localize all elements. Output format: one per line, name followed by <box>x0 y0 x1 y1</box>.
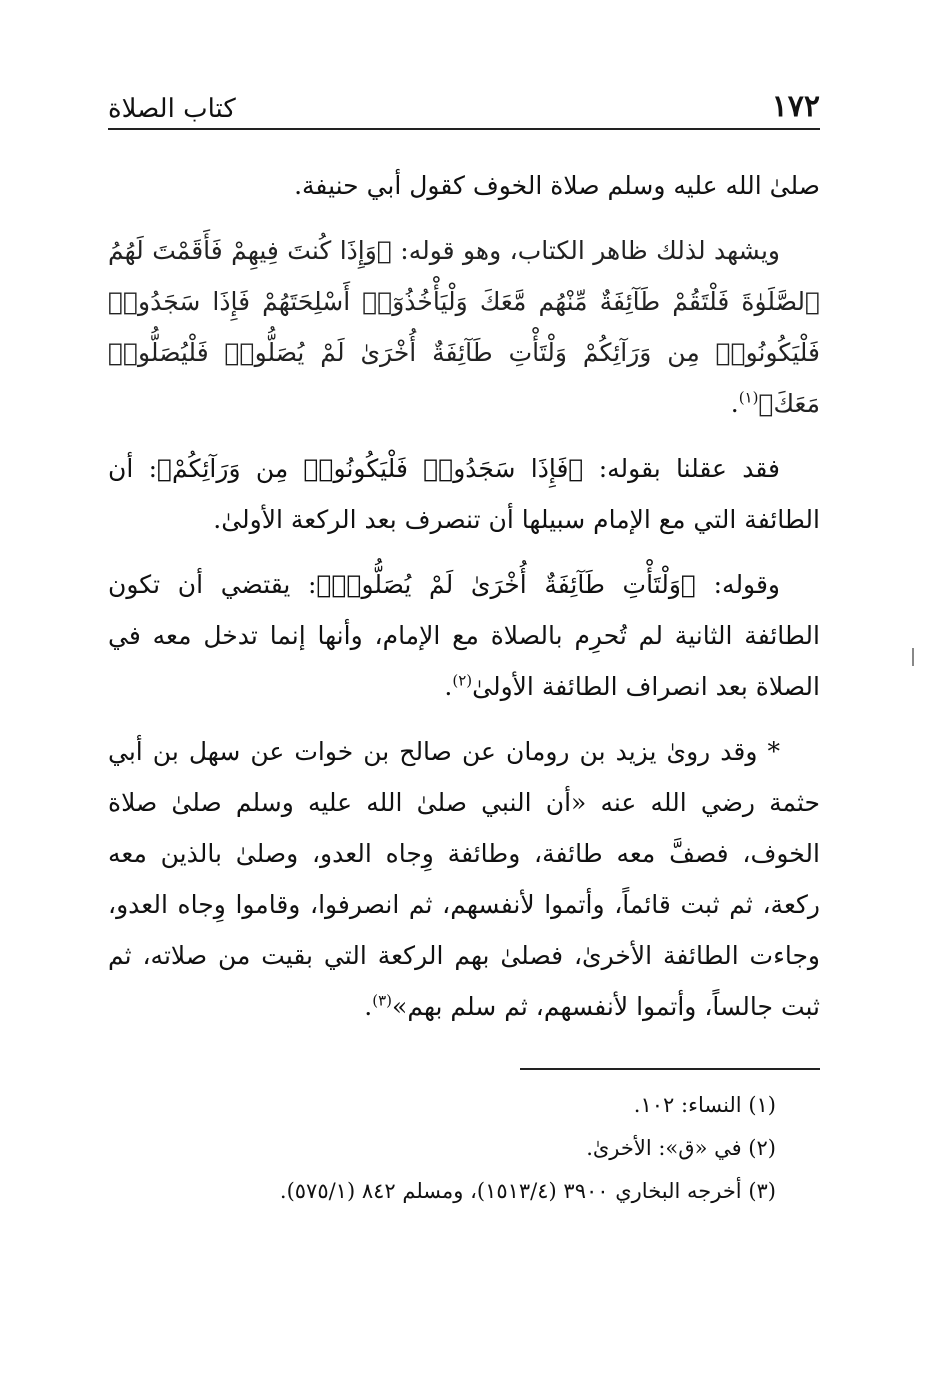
page-header <box>108 80 820 130</box>
footnotes <box>108 1084 820 1213</box>
paragraph-2: ويشهد لذلك ظاهر الكتاب، وهو قوله: ﴿وَإِذَا كُنتَ فِيهِمْ فَأَقَمْتَ لَهُمُ ٱلصَّلَوٰةَ فَلْتَقُمْ طَآئِفَةٌ مِّنْهُم مَّعَكَ وَلْيَأْخُذُوٓا۟ أَسْلِحَتَهُمْ فَإِذَا سَجَدُوا۟ فَلْيَكُونُوا۟ مِن وَرَآئِكُمْ وَلْتَأْتِ طَآئِفَةٌ أُخْرَىٰ لَمْ يُصَلُّوا۟ فَلْيُصَلُّوا۟ مَعَكَ﴾$^{(١)}$. <box>108 236 820 418</box>
running-title: كتاب الصلاة <box>108 94 236 124</box>
paragraph-5: * وقد روىٰ يزيد بن رومان عن صالح بن خوات عن سهل بن أبي حثمة رضي الله عنه «أن النبي صلىٰ الله عليه وسلم صلىٰ صلاة الخوف، فصفَّ معه طائفة، وطائفة وِجاه العدو، وصلىٰ بالذين معه ركعة، ثم ثبت قائماً، وأتموا لأنفسهم، ثم انصرفوا، وقاموا وِجاه العدو، وجاءت الطائفة الأخرىٰ، فصلىٰ بهم الركعة التي بقيت من صلاته، ثم ثبت جالساً، وأتموا لأنفسهم، ثم سلم بهم»$^{(٣)}$. <box>108 737 821 1021</box>
footnote-2: (٢) في «ق»: الأخرىٰ. <box>586 1136 776 1160</box>
paragraph-3: فقد عقلنا بقوله: ﴿فَإِذَا سَجَدُوا۟ فَلْيَكُونُوا۟ مِن وَرَآئِكُمْ﴾: أن الطائفة التي مع الإمام سبيلها أن تنصرف بعد الركعة الأولىٰ. <box>108 454 820 534</box>
footnote-1: (١) النساء: ١٠٢. <box>633 1093 776 1117</box>
margin-mark <box>912 648 914 666</box>
paragraph-4: وقوله: ﴿وَلْتَأْتِ طَآئِفَةٌ أُخْرَىٰ لَمْ يُصَلُّوا۟﴾: يقتضي أن تكون الطائفة الثانية لم تُحرِم بالصلاة مع الإمام، وأنها إنما تدخل معه في الصلاة بعد انصراف الطائفة الأولىٰ$^{(٢)}$. <box>108 570 820 701</box>
footnote-ref-2[interactable]: (٢) <box>452 671 473 690</box>
paragraph-1: صلىٰ الله عليه وسلم صلاة الخوف كقول أبي حنيفة. <box>294 171 820 200</box>
footnote-ref-1[interactable]: (١) <box>738 388 759 407</box>
footnote-3: (٣) أخرجه البخاري ٣٩٠٠ (١٥١٣/٤)، ومسلم ٨٤٢ (٥٧٥/١). <box>279 1179 776 1203</box>
book-page <box>108 0 820 1378</box>
page-number: ١٧٢ <box>771 89 820 124</box>
footnote-divider <box>520 1068 820 1070</box>
main-text <box>108 160 820 1046</box>
footnote-ref-3[interactable]: (٣) <box>372 991 393 1010</box>
